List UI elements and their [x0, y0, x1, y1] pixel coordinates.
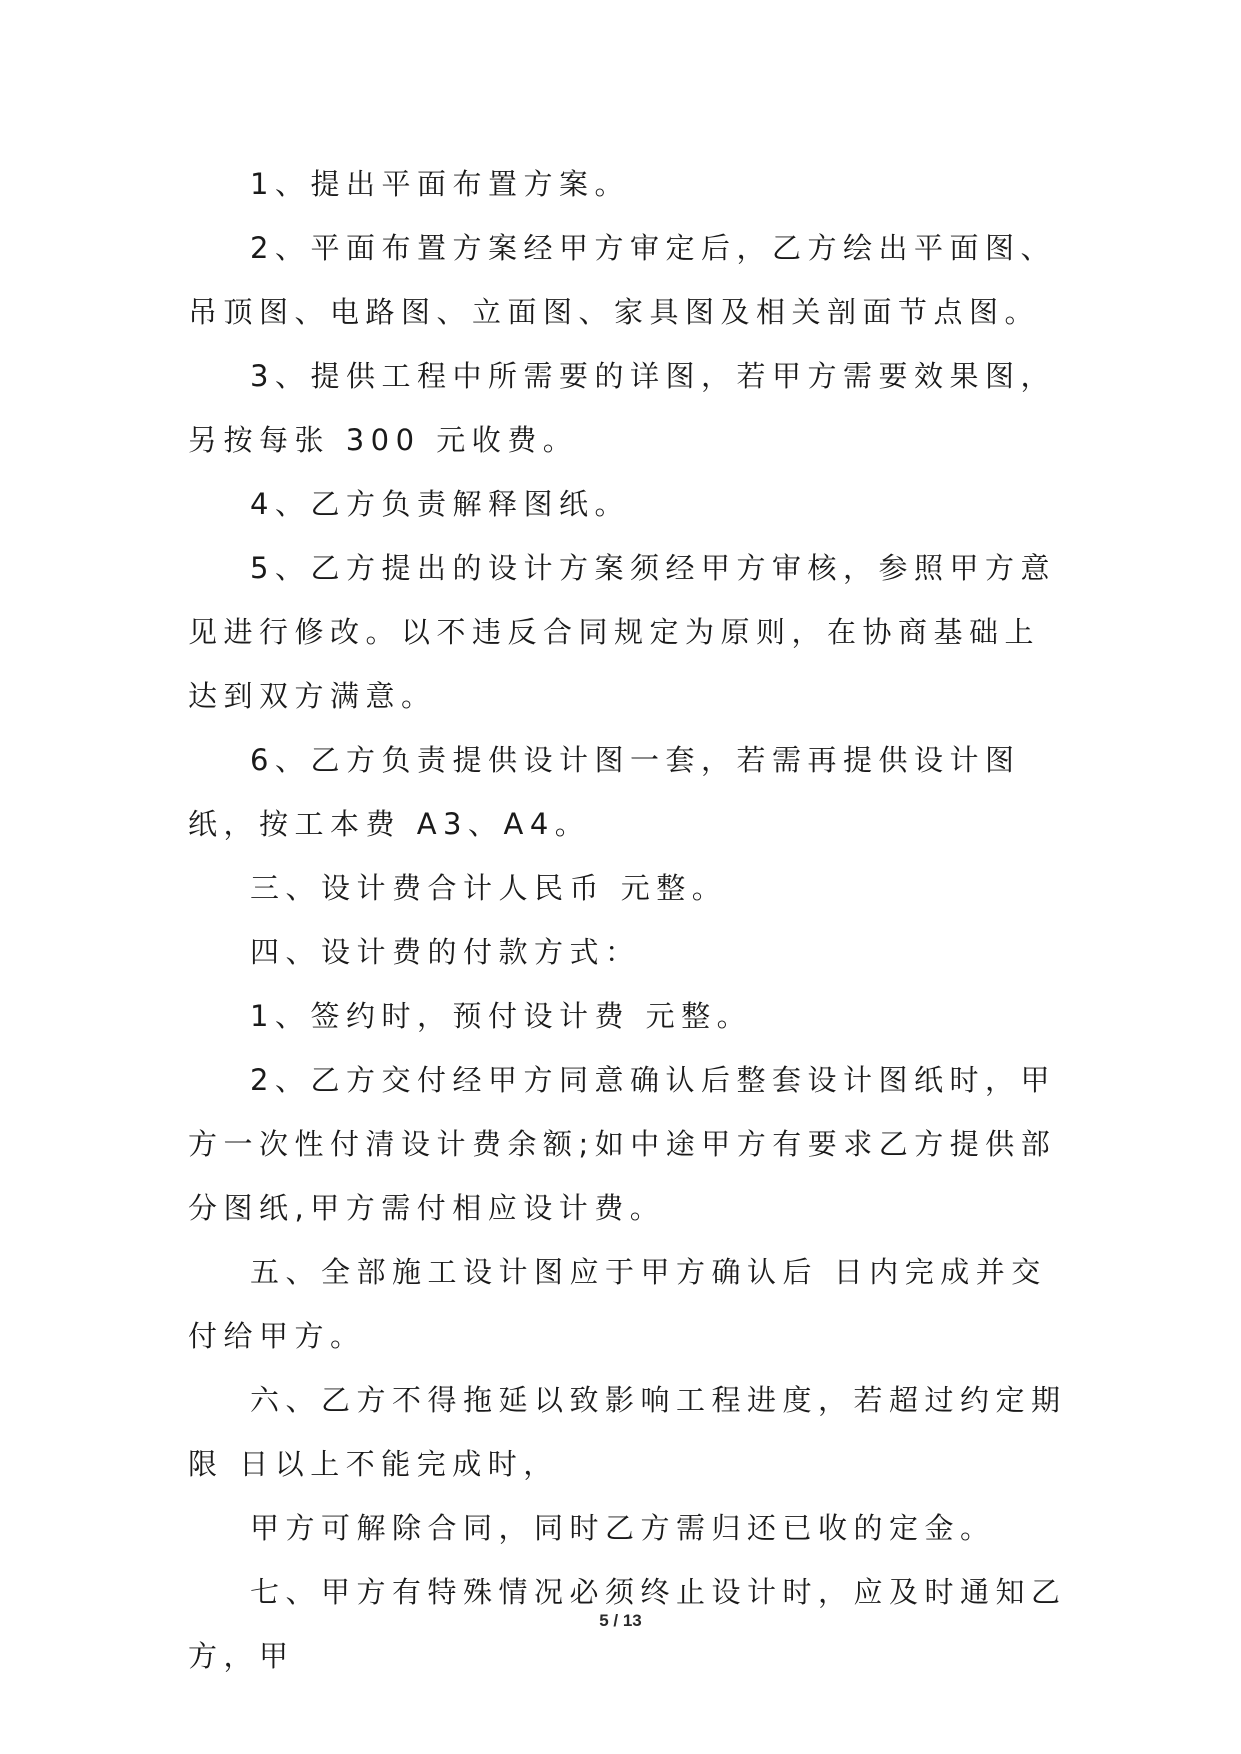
- paragraph: 3、提供工程中所需要的详图，若甲方需要效果图，另按每张 300 元收费。: [188, 359, 1056, 457]
- page-number: 5 / 13: [599, 1611, 642, 1630]
- paragraph: 甲方可解除合同，同时乙方需归还已收的定金。: [250, 1511, 996, 1545]
- paragraph: 6、乙方负责提供设计图一套，若需再提供设计图纸，按工本费 A3、A4。: [188, 743, 1021, 841]
- paragraph: 4、乙方负责解释图纸。: [250, 487, 630, 521]
- paragraph: 5、乙方提出的设计方案须经甲方审核，参照甲方意见进行修改。以不违反合同规定为原则，在协商基础上达到双方满意。: [188, 551, 1056, 713]
- section-heading: 四、设计费的付款方式：: [250, 935, 641, 969]
- section-heading: 七、甲方有特殊情况必须终止设计时，应及时通知乙方，甲: [188, 1575, 1067, 1673]
- paragraph: 1、提出平面布置方案。: [250, 167, 630, 201]
- paragraph: 2、平面布置方案经甲方审定后，乙方绘出平面图、吊顶图、电路图、立面图、家具图及相关剖面节点图。: [188, 231, 1056, 329]
- section-heading: 三、设计费合计人民币 元整。: [250, 871, 728, 905]
- section-heading: 五、全部施工设计图应于甲方确认后 日内完成并交付给甲方。: [188, 1255, 1047, 1353]
- paragraph: 1、签约时，预付设计费 元整。: [250, 999, 753, 1033]
- paragraph: 2、乙方交付经甲方同意确认后整套设计图纸时，甲方一次性付清设计费余额;如中途甲方有要求乙方提供部分图纸,甲方需付相应设计费。: [188, 1063, 1057, 1225]
- document-body: [188, 152, 1068, 1688]
- section-heading: 六、乙方不得拖延以致影响工程进度，若超过约定期限 日以上不能完成时，: [188, 1383, 1067, 1481]
